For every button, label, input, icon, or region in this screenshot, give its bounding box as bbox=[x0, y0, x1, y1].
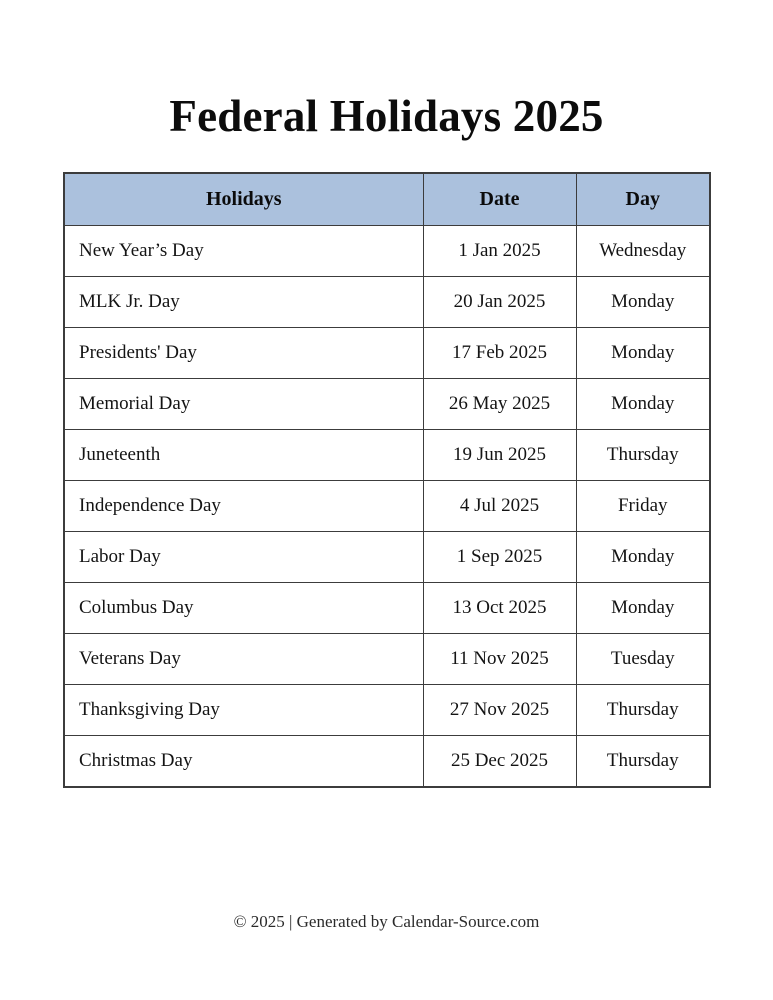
table-header-row bbox=[64, 173, 710, 226]
table-row bbox=[64, 328, 710, 379]
cell-holiday-day: Monday bbox=[576, 328, 710, 379]
cell-holiday-name: Veterans Day bbox=[64, 634, 423, 685]
cell-holiday-name: Labor Day bbox=[64, 532, 423, 583]
cell-holiday-date: 17 Feb 2025 bbox=[423, 328, 576, 379]
cell-holiday-day: Friday bbox=[576, 481, 710, 532]
table-row bbox=[64, 583, 710, 634]
cell-holiday-day: Monday bbox=[576, 379, 710, 430]
table-row bbox=[64, 481, 710, 532]
cell-holiday-name: Columbus Day bbox=[64, 583, 423, 634]
cell-holiday-name: Christmas Day bbox=[64, 736, 423, 788]
cell-holiday-name: New Year’s Day bbox=[64, 226, 423, 277]
cell-holiday-day: Monday bbox=[576, 277, 710, 328]
cell-holiday-day: Thursday bbox=[576, 685, 710, 736]
cell-holiday-date: 27 Nov 2025 bbox=[423, 685, 576, 736]
table-row bbox=[64, 532, 710, 583]
table-row bbox=[64, 277, 710, 328]
cell-holiday-date: 13 Oct 2025 bbox=[423, 583, 576, 634]
table-row bbox=[64, 685, 710, 736]
page-title: Federal Holidays 2025 bbox=[169, 91, 604, 142]
cell-holiday-name: Independence Day bbox=[64, 481, 423, 532]
table-row bbox=[64, 634, 710, 685]
table-row bbox=[64, 736, 710, 788]
cell-holiday-name: MLK Jr. Day bbox=[64, 277, 423, 328]
cell-holiday-date: 25 Dec 2025 bbox=[423, 736, 576, 788]
table-header bbox=[64, 173, 710, 226]
cell-holiday-day: Thursday bbox=[576, 430, 710, 481]
cell-holiday-name: Presidents' Day bbox=[64, 328, 423, 379]
cell-holiday-day: Monday bbox=[576, 532, 710, 583]
cell-holiday-day: Monday bbox=[576, 583, 710, 634]
table-row bbox=[64, 430, 710, 481]
cell-holiday-day: Thursday bbox=[576, 736, 710, 788]
cell-holiday-date: 1 Jan 2025 bbox=[423, 226, 576, 277]
column-header-date: Date bbox=[423, 173, 576, 226]
cell-holiday-day: Tuesday bbox=[576, 634, 710, 685]
table-row bbox=[64, 226, 710, 277]
cell-holiday-date: 19 Jun 2025 bbox=[423, 430, 576, 481]
cell-holiday-date: 1 Sep 2025 bbox=[423, 532, 576, 583]
table-body bbox=[64, 226, 710, 788]
page-footer: © 2025 | Generated by Calendar-Source.com bbox=[233, 912, 540, 931]
column-header-day: Day bbox=[576, 173, 710, 226]
cell-holiday-date: 20 Jan 2025 bbox=[423, 277, 576, 328]
holidays-table-container bbox=[63, 172, 709, 788]
cell-holiday-name: Thanksgiving Day bbox=[64, 685, 423, 736]
cell-holiday-name: Memorial Day bbox=[64, 379, 423, 430]
cell-holiday-date: 26 May 2025 bbox=[423, 379, 576, 430]
table-row bbox=[64, 379, 710, 430]
column-header-holidays: Holidays bbox=[64, 173, 423, 226]
cell-holiday-name: Juneteenth bbox=[64, 430, 423, 481]
cell-holiday-date: 4 Jul 2025 bbox=[423, 481, 576, 532]
cell-holiday-date: 11 Nov 2025 bbox=[423, 634, 576, 685]
federal-holidays-table bbox=[63, 172, 711, 788]
cell-holiday-day: Wednesday bbox=[576, 226, 710, 277]
